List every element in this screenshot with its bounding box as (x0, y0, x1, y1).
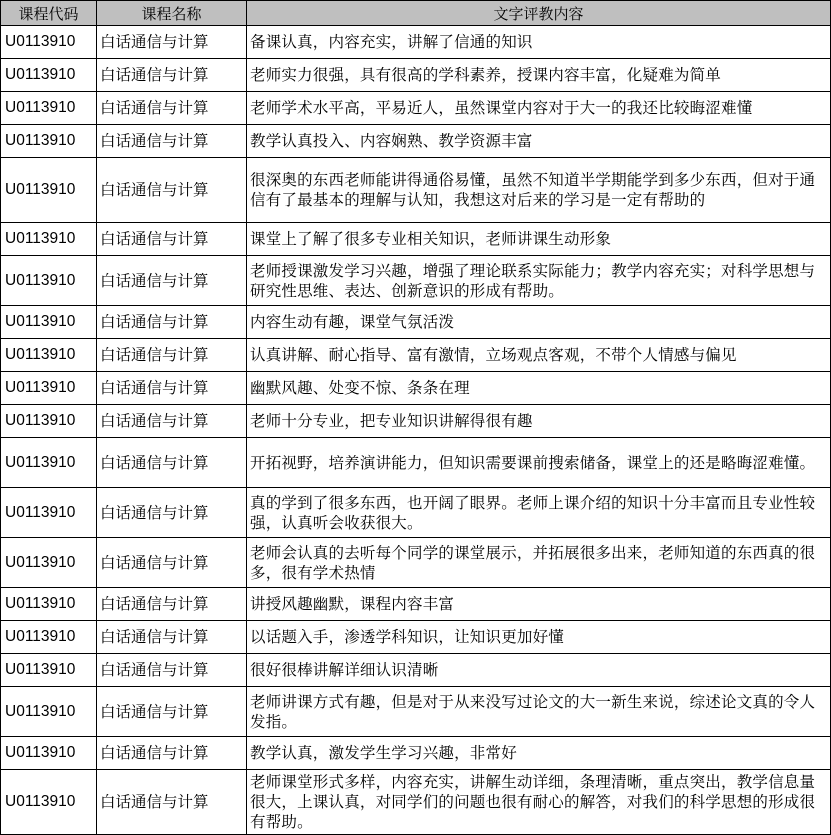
table-row (1, 438, 831, 488)
cell-comment[interactable]: 老师十分专业，把专业知识讲解得很有趣 (247, 405, 831, 438)
table-row (1, 223, 831, 256)
cell-comment[interactable]: 教学认真投入、内容娴熟、教学资源丰富 (247, 125, 831, 158)
cell-course-name[interactable]: 白话通信与计算 (97, 770, 247, 835)
cell-course-code[interactable]: U0113910 (1, 538, 97, 588)
cell-course-code[interactable]: U0113910 (1, 621, 97, 654)
cell-course-code[interactable]: U0113910 (1, 339, 97, 372)
cell-course-name[interactable]: 白话通信与计算 (97, 654, 247, 687)
cell-comment[interactable]: 老师实力很强，具有很高的学科素养，授课内容丰富，化疑难为简单 (247, 59, 831, 92)
table-row (1, 339, 831, 372)
table-row (1, 654, 831, 687)
cell-comment[interactable]: 老师授课激发学习兴趣，增强了理论联系实际能力；教学内容充实；对科学思想与研究性思维、表达、创新意识的形成有帮助。 (247, 256, 831, 306)
cell-course-code[interactable]: U0113910 (1, 92, 97, 125)
cell-comment[interactable]: 讲授风趣幽默，课程内容丰富 (247, 588, 831, 621)
cell-course-code[interactable]: U0113910 (1, 59, 97, 92)
cell-comment[interactable]: 老师学术水平高，平易近人，虽然课堂内容对于大一的我还比较晦涩难懂 (247, 92, 831, 125)
cell-course-name[interactable]: 白话通信与计算 (97, 405, 247, 438)
cell-course-code[interactable]: U0113910 (1, 588, 97, 621)
table-row (1, 92, 831, 125)
cell-course-code[interactable]: U0113910 (1, 737, 97, 770)
cell-course-name[interactable]: 白话通信与计算 (97, 158, 247, 223)
cell-comment[interactable]: 老师会认真的去听每个同学的课堂展示，并拓展很多出来，老师知道的东西真的很多，很有学术热情 (247, 538, 831, 588)
table-row (1, 621, 831, 654)
table-row (1, 158, 831, 223)
cell-comment[interactable]: 教学认真，激发学生学习兴趣，非常好 (247, 737, 831, 770)
cell-comment[interactable]: 很好很棒讲解详细认识清晰 (247, 654, 831, 687)
cell-course-code[interactable]: U0113910 (1, 687, 97, 737)
cell-comment[interactable]: 内容生动有趣，课堂气氛活泼 (247, 306, 831, 339)
cell-course-name[interactable]: 白话通信与计算 (97, 256, 247, 306)
table-row (1, 770, 831, 835)
cell-course-code[interactable]: U0113910 (1, 306, 97, 339)
cell-course-name[interactable]: 白话通信与计算 (97, 538, 247, 588)
cell-course-name[interactable]: 白话通信与计算 (97, 737, 247, 770)
cell-course-name[interactable]: 白话通信与计算 (97, 223, 247, 256)
table-row (1, 687, 831, 737)
header-course-code[interactable]: 课程代码 (1, 1, 97, 26)
cell-course-code[interactable]: U0113910 (1, 654, 97, 687)
table-row (1, 26, 831, 59)
cell-course-name[interactable]: 白话通信与计算 (97, 621, 247, 654)
cell-course-code[interactable]: U0113910 (1, 26, 97, 59)
cell-course-name[interactable]: 白话通信与计算 (97, 92, 247, 125)
header-comment[interactable]: 文字评教内容 (247, 1, 831, 26)
cell-comment[interactable]: 以话题入手，渗透学科知识，让知识更加好懂 (247, 621, 831, 654)
cell-comment[interactable]: 很深奥的东西老师能讲得通俗易懂，虽然不知道半学期能学到多少东西，但对于通信有了最基本的理解与认知，我想这对后来的学习是一定有帮助的 (247, 158, 831, 223)
cell-course-name[interactable]: 白话通信与计算 (97, 26, 247, 59)
table-row (1, 538, 831, 588)
cell-course-code[interactable]: U0113910 (1, 770, 97, 835)
cell-comment[interactable]: 老师讲课方式有趣，但是对于从来没写过论文的大一新生来说，综述论文真的令人发指。 (247, 687, 831, 737)
cell-course-name[interactable]: 白话通信与计算 (97, 59, 247, 92)
cell-comment[interactable]: 备课认真，内容充实，讲解了信通的知识 (247, 26, 831, 59)
cell-course-code[interactable]: U0113910 (1, 405, 97, 438)
cell-comment[interactable]: 认真讲解、耐心指导、富有激情，立场观点客观，不带个人情感与偏见 (247, 339, 831, 372)
cell-course-code[interactable]: U0113910 (1, 158, 97, 223)
header-course-name[interactable]: 课程名称 (97, 1, 247, 26)
cell-comment[interactable]: 课堂上了解了很多专业相关知识，老师讲课生动形象 (247, 223, 831, 256)
cell-comment[interactable]: 老师课堂形式多样，内容充实，讲解生动详细，条理清晰，重点突出，教学信息量很大，上课认真，对同学们的问题也很有耐心的解答，对我们的科学思想的形成很有帮助。 (247, 770, 831, 835)
cell-course-code[interactable]: U0113910 (1, 223, 97, 256)
table-row (1, 306, 831, 339)
table-row (1, 59, 831, 92)
cell-course-name[interactable]: 白话通信与计算 (97, 438, 247, 488)
table-row (1, 125, 831, 158)
table-row (1, 488, 831, 538)
cell-comment[interactable]: 幽默风趣、处变不惊、条条在理 (247, 372, 831, 405)
cell-course-code[interactable]: U0113910 (1, 438, 97, 488)
header-row (1, 1, 831, 26)
cell-comment[interactable]: 开拓视野，培养演讲能力，但知识需要课前搜索储备，课堂上的还是略晦涩难懂。 (247, 438, 831, 488)
cell-course-name[interactable]: 白话通信与计算 (97, 588, 247, 621)
table-row (1, 256, 831, 306)
table-row (1, 372, 831, 405)
cell-comment[interactable]: 真的学到了很多东西，也开阔了眼界。老师上课介绍的知识十分丰富而且专业性较强，认真听会收获很大。 (247, 488, 831, 538)
cell-course-name[interactable]: 白话通信与计算 (97, 125, 247, 158)
table-row (1, 737, 831, 770)
table-row (1, 405, 831, 438)
cell-course-name[interactable]: 白话通信与计算 (97, 488, 247, 538)
cell-course-name[interactable]: 白话通信与计算 (97, 687, 247, 737)
cell-course-code[interactable]: U0113910 (1, 125, 97, 158)
cell-course-code[interactable]: U0113910 (1, 488, 97, 538)
cell-course-code[interactable]: U0113910 (1, 372, 97, 405)
cell-course-name[interactable]: 白话通信与计算 (97, 306, 247, 339)
cell-course-name[interactable]: 白话通信与计算 (97, 372, 247, 405)
cell-course-name[interactable]: 白话通信与计算 (97, 339, 247, 372)
cell-course-code[interactable]: U0113910 (1, 256, 97, 306)
table-row (1, 588, 831, 621)
